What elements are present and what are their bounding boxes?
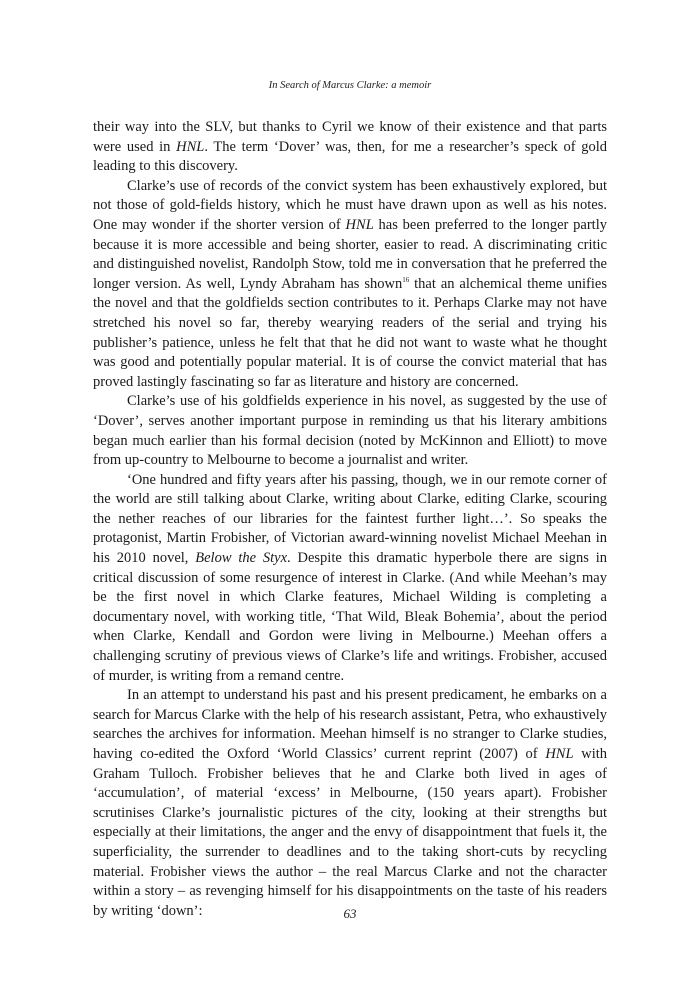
text-span: with Graham Tulloch. Frobisher believes that he and Clarke both lived in ages of ‘accumulation’, of material ‘excess’ in Melbourne, (150 years apart). Frobisher scrutinises Clarke’s journalistic pictures of the city, looking at their strengths but especially at their limitations, the anger and the envy of disappointment that fuels it, the superficiality, the surrender to deadlines and to the taking short-cuts by recycling material. Frobisher views the author – the real Marcus Clarke and not the character within a story – as revenging himself for his disappointments on the taste of his readers by writing ‘down’:: [93, 746, 607, 919]
title-italic: Below the Styx: [195, 550, 288, 567]
text-span: Clarke’s use of records of the convict system has been exhaustively explored, but not those of gold-fields history, which he must have drawn upon as well as his notes. One may wonder if the shorter version of: [93, 177, 607, 233]
paragraph-4: [93, 471, 607, 687]
text-span: that an alchemical theme unifies the novel and that the goldfields section contributes to it. Perhaps Clarke may not have stretched his novel so far, thereby wearying readers of the serial and trying his publisher’s patience, unless he felt that that he did not want to waste what he thought was good and potentially popular material. It is of course the convict material that has proved lastingly fascinating so far as literature and history are concerned.: [93, 275, 607, 390]
text-span: their way into the SLV, but thanks to Cyril we know of their existence and that parts were used in: [93, 119, 607, 155]
text-span: ‘One hundred and fifty years after his passing, though, we in our remote corner of the world are still talking about Clarke, writing about Clarke, editing Clarke, scouring the nether reaches of our libraries for the faintest further light…’. So speaks the protagonist, Martin Frobisher, of Victorian award-winning novelist Michael Meehan in his 2010 novel,: [93, 471, 607, 567]
text-span: . The term ‘Dover’ was, then, for me a researcher’s speck of gold leading to this discovery.: [93, 138, 607, 175]
paragraph-2: [93, 177, 607, 393]
text-span: Clarke’s use of his goldfields experience in his novel, as suggested by the use of ‘Dover’, serves another important purpose in reminding us that his literary ambitions began much earlier than his formal decision (noted by McKinnon and Elliott) to move from up-country to Melbourne to become a journalist and writer.: [93, 393, 607, 469]
text-span: . Despite this dramatic hyperbole there are signs in critical discussion of some resurgence of interest in Clarke. (And while Meehan’s may be the first novel in which Clarke features, Michael Wilding is completing a documentary novel, with working title, ‘That Wild, Bleak Bohemia’, about the period when Clarke, Kendall and Gordon were living in Melbourne.) Meehan offers a challenging scrutiny of previous views of Clarke’s life and writings. Frobisher, accused of murder, is writing from a remand centre.: [93, 550, 608, 684]
title-italic: HNL: [176, 138, 205, 155]
text-span: In an attempt to understand his past and his present predicament, he embarks on a search for Marcus Clarke with the help of his research assistant, Petra, who exhaustively searches the archives for information. Meehan himself is no stranger to Clarke studies, having co-edited the Oxford ‘World Classics’ current reprint (2007) of: [93, 687, 607, 762]
paragraph-3: [93, 392, 607, 470]
page-number: 63: [343, 906, 357, 921]
title-italic: HNL: [545, 746, 574, 762]
footnote-marker: 16: [402, 275, 410, 284]
body-text: [93, 118, 607, 921]
paragraph-1: [93, 118, 607, 177]
text-span: has been preferred to the longer partly because it is more accessible and being shorter, easier to read. A discriminating critic and distinguished novelist, Randolph Stow, told me in conversation that he preferred the longer version. As well, Lyndy Abraham has shown: [93, 216, 607, 292]
paragraph-5: [93, 686, 607, 921]
running-header: In Search of Marcus Clarke: a memoir: [268, 80, 432, 91]
title-italic: HNL: [345, 216, 374, 233]
